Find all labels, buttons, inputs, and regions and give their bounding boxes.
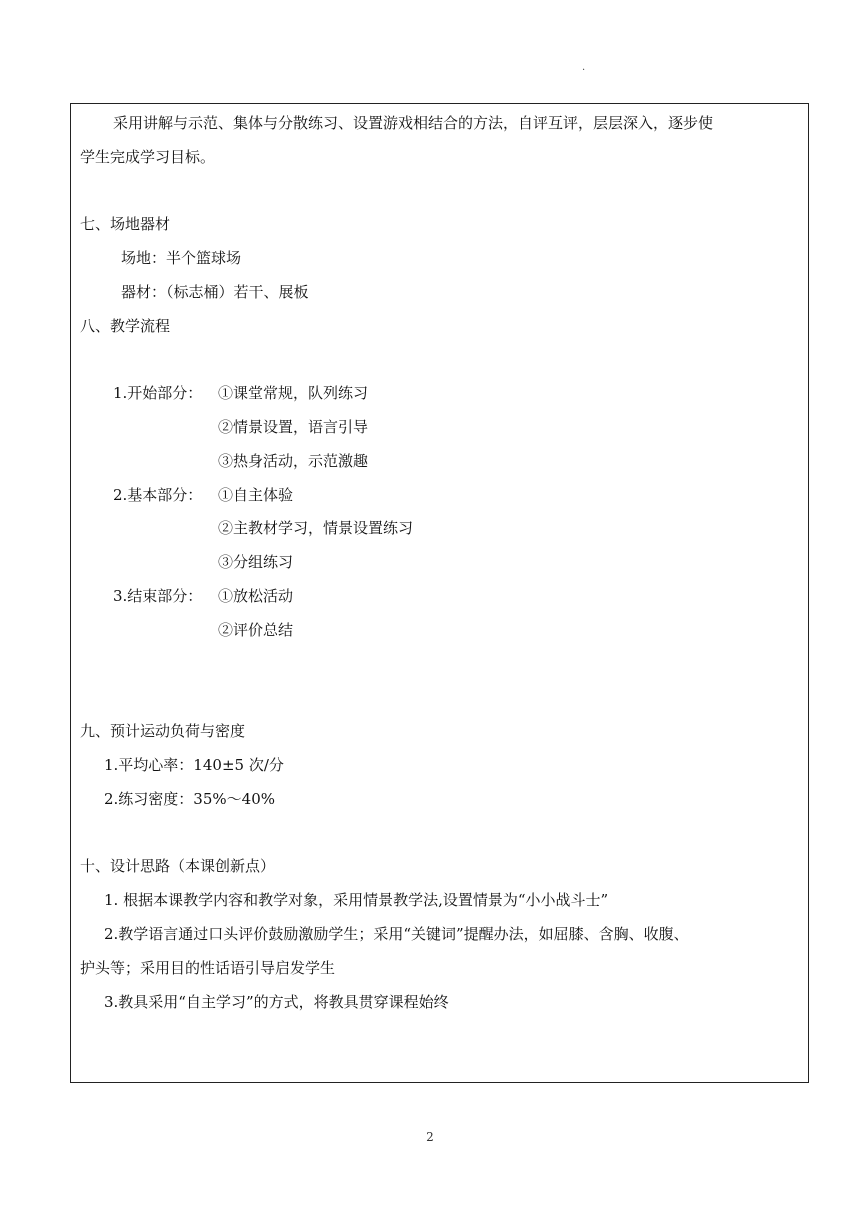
section7-equipment: 器材：（标志桶）若干、展板 [121,283,309,301]
header-mark: . [582,62,586,73]
section7-venue: 场地：半个篮球场 [121,249,242,267]
section10-item-2: 2.教学语言通过口头评价鼓励激励学生；采用“关键词”提醒办法，如屈膝、含胸、收腹、 [104,925,689,943]
section10-item-1: 1. 根据本课教学内容和教学对象，采用情景教学法,设置情景为“小小战斗士” [104,891,609,909]
part-3-item-2: ②评价总结 [218,621,294,639]
part-2-item-3: ③分组练习 [218,553,294,571]
part-1-item-3: ③热身活动，示范激趣 [218,452,369,470]
page-number: 2 [426,1130,434,1144]
section9-title: 九、预计运动负荷与密度 [80,722,246,740]
method-line-2: 学生完成学习目标。 [80,148,216,166]
part-1-item-2: ②情景设置，语言引导 [218,418,369,436]
part-3-item-1: ①放松活动 [218,587,294,605]
section10-item-2-cont: 护头等；采用目的性话语引导启发学生 [80,959,336,977]
section10-title: 十、设计思路（本课创新点） [80,857,276,875]
section8-title: 八、教学流程 [80,317,171,335]
section9-item-1: 1.平均心率：140±5 次/分 [104,756,284,774]
part-1-item-1: ①课堂常规，队列练习 [218,384,369,402]
section9-item-2: 2.练习密度：35%～40% [104,790,275,808]
part-1-label: 1.开始部分： [113,384,203,402]
part-2-item-2: ②主教材学习，情景设置练习 [218,519,414,537]
section7-title: 七、场地器材 [80,215,171,233]
section10-item-3: 3.教具采用“自主学习”的方式，将教具贯穿课程始终 [104,993,449,1011]
part-3-label: 3.结束部分： [113,587,203,605]
part-2-label: 2.基本部分： [113,486,203,504]
method-line-1: 采用讲解与示范、集体与分散练习、设置游戏相结合的方法，自评互评，层层深入，逐步使 [113,114,714,132]
part-2-item-1: ①自主体验 [218,486,294,504]
